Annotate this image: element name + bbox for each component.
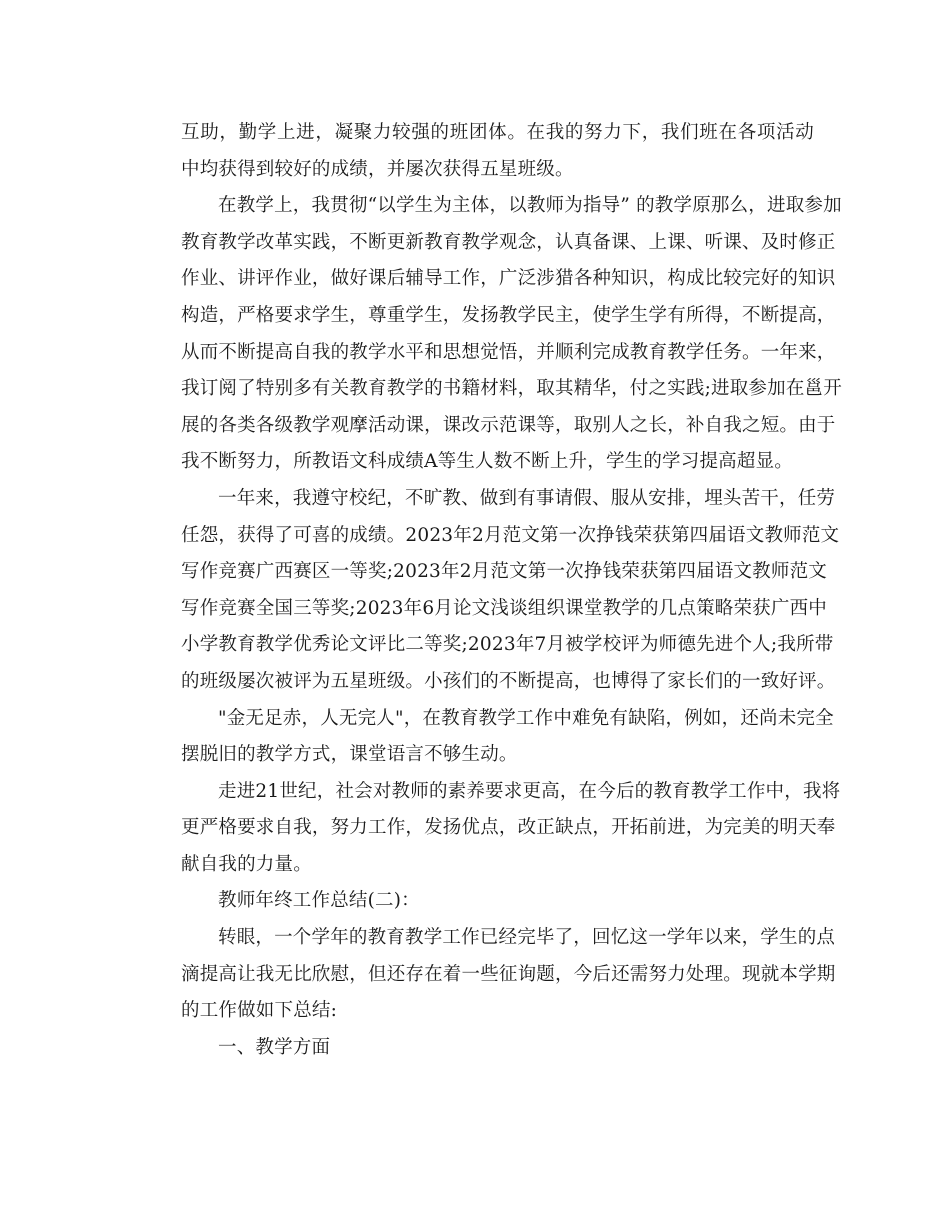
section-heading-summary-two bbox=[144, 883, 814, 920]
paragraph-future bbox=[144, 774, 841, 884]
paragraph-shortcomings bbox=[144, 701, 834, 774]
text-line: 任怨，获得了可喜的成绩。2023年2月范文第一次挣钱荣获第四届语文教师范文 bbox=[181, 524, 840, 546]
paragraph-achievements bbox=[144, 481, 840, 701]
section-heading-teaching bbox=[144, 1030, 814, 1067]
text-line: 教师年终工作总结(二)： bbox=[218, 890, 420, 912]
text-line: 中均获得到较好的成绩，并屡次获得五星班级。 bbox=[181, 158, 574, 180]
text-line: 转眼，一个学年的教育教学工作已经完毕了，回忆这一学年以来，学生的点 bbox=[218, 927, 836, 949]
text-line: 一年来，我遵守校纪，不旷教、做到有事请假、服从安排，埋头苦干，任劳 bbox=[218, 487, 836, 509]
text-line: 作业、讲评作业，做好课后辅导工作，广泛涉猎各种知识，构成比较完好的知识 bbox=[181, 268, 836, 290]
text-line: 更严格要求自我，努力工作，发扬优点，改正缺点，开拓前进，为完美的明天奉 bbox=[181, 817, 836, 839]
text-line: 走进21世纪，社会对教师的素养要求更高，在今后的教育教学工作中，我将 bbox=[218, 780, 841, 802]
text-line: 写作竞赛全国三等奖;2023年6月论文浅谈组织课堂教学的几点策略荣获广西中 bbox=[181, 597, 827, 619]
text-line: "金无足赤，人无完人"，在教育教学工作中难免有缺陷，例如，还尚未完全 bbox=[218, 707, 834, 729]
paragraph-class-collective bbox=[144, 115, 814, 188]
text-line: 的班级屡次被评为五星班级。小孩们的不断提高，也博得了家长们的一致好评。 bbox=[181, 670, 836, 692]
paragraph-intro-two bbox=[144, 920, 836, 1030]
text-line: 滴提高让我无比欣慰，但还存在着一些征询题，今后还需努力处理。现就本学期 bbox=[181, 963, 836, 985]
text-line: 摆脱旧的教学方式，课堂语言不够生动。 bbox=[181, 744, 518, 766]
text-line: 我不断努力，所教语文科成绩A等生人数不断上升，学生的学习提高超显。 bbox=[181, 451, 793, 473]
text-line: 写作竞赛广西赛区一等奖;2023年2月范文第一次挣钱荣获第四届语文教师范文 bbox=[181, 561, 827, 583]
text-line: 从而不断提高自我的教学水平和思想觉悟，并顺利完成教育教学任务。一年来， bbox=[181, 341, 836, 363]
text-line: 在教学上，我贯彻“以学生为主体，以教师为指导” 的教学原那么，进取参加 bbox=[218, 195, 842, 217]
text-line: 教育教学改革实践，不断更新教育教学观念，认真备课、上课、听课、及时修正 bbox=[181, 231, 836, 253]
text-line: 献自我的力量。 bbox=[181, 853, 312, 875]
text-line: 我订阅了特别多有关教育教学的书籍材料，取其精华，付之实践;进取参加在邕开 bbox=[181, 378, 842, 400]
text-line: 小学教育教学优秀论文评比二等奖;2023年7月被学校评为师德先进个人;我所带 bbox=[181, 634, 834, 656]
text-line: 一、教学方面 bbox=[218, 1036, 331, 1058]
text-line: 互助，勤学上进，凝聚力较强的班团体。在我的努力下，我们班在各项活动 bbox=[181, 122, 814, 143]
document-body bbox=[144, 115, 842, 1066]
text-line: 构造，严格要求学生，尊重学生，发扬教学民主，使学生学有所得，不断提高， bbox=[181, 304, 836, 326]
text-line: 的工作做如下总结: bbox=[181, 1000, 338, 1022]
paragraph-teaching bbox=[144, 188, 842, 481]
text-line: 展的各类各级教学观摩活动课，课改示范课等，取别人之长，补自我之短。由于 bbox=[181, 414, 836, 436]
